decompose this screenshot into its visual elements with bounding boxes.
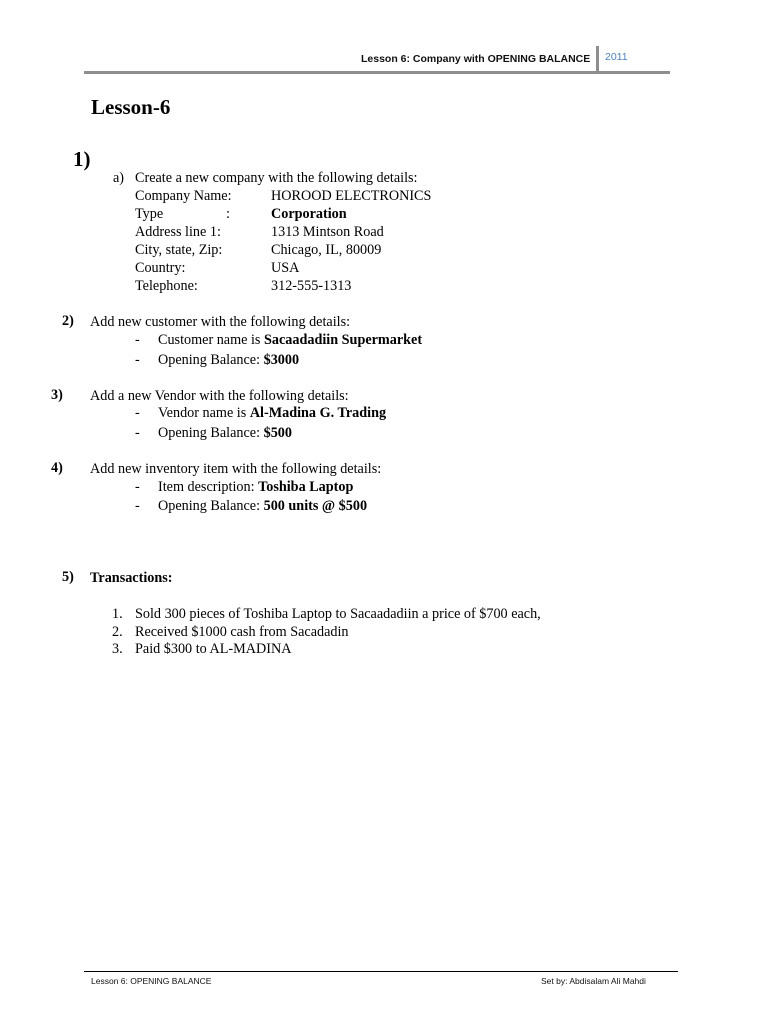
bullet-dash: - (135, 352, 140, 368)
section-3-number: 3) (51, 387, 63, 403)
header-title: Lesson 6: Company with OPENING BALANCE (361, 53, 591, 65)
section-5-number: 5) (62, 569, 74, 585)
section-2-intro: Add new customer with the following details: (90, 314, 351, 330)
bullet-dash: - (135, 498, 140, 514)
footer-right: Set by: Abdisalam Ali Mahdi (541, 976, 646, 986)
bullet-item: Customer name is Sacaadadiin Supermarket (158, 332, 423, 348)
section-1-intro: Create a new company with the following details: (135, 170, 418, 186)
footer-left: Lesson 6: OPENING BALANCE (91, 976, 212, 986)
section-3-intro: Add a new Vendor with the following details: (90, 388, 349, 404)
detail-label: Type (135, 206, 164, 222)
transaction-number: 1. (112, 606, 123, 622)
detail-value: 312-555-1313 (271, 278, 352, 294)
header-year: 2011 (605, 51, 628, 63)
section-2-number: 2) (62, 313, 74, 329)
section-1-number: 1) (73, 147, 91, 171)
lesson-title: Lesson-6 (91, 95, 171, 119)
bullet-dash: - (135, 405, 140, 421)
detail-label: Telephone: (135, 278, 198, 294)
bullet-item: Opening Balance: $500 (158, 425, 292, 441)
bullet-dash: - (135, 425, 140, 441)
detail-label: Address line 1: (135, 224, 221, 240)
detail-value: USA (271, 260, 300, 276)
bullet-dash: - (135, 332, 140, 348)
transaction-item: Paid $300 to AL-MADINA (135, 641, 292, 657)
bullet-item: Vendor name is Al-Madina G. Trading (158, 405, 387, 421)
section-4-intro: Add new inventory item with the following details: (90, 461, 382, 477)
bullet-item: Opening Balance: $3000 (158, 352, 300, 368)
footer-rule (84, 971, 678, 972)
section-1-item-marker: a) (113, 170, 125, 186)
transaction-item: Received $1000 cash from Sacadadin (135, 624, 349, 640)
header-separator (596, 46, 599, 72)
bullet-item: Item description: Toshiba Laptop (158, 479, 354, 495)
detail-label: Country: (135, 260, 186, 276)
bullet-item: Opening Balance: 500 units @ $500 (158, 498, 368, 514)
detail-value: Chicago, IL, 80009 (271, 242, 382, 258)
section-4-number: 4) (51, 460, 63, 476)
detail-value: HOROOD ELECTRONICS (271, 188, 432, 204)
bullet-dash: - (135, 479, 140, 495)
section-5-title: Transactions: (90, 570, 173, 586)
detail-value: 1313 Mintson Road (271, 224, 384, 240)
transaction-number: 2. (112, 624, 123, 640)
header-rule (84, 71, 670, 74)
transaction-item: Sold 300 pieces of Toshiba Laptop to Sacaadadiin a price of $700 each, (135, 606, 541, 622)
detail-label: Company Name: (135, 188, 232, 204)
detail-separator: : (226, 206, 230, 222)
transaction-number: 3. (112, 641, 123, 657)
detail-label: City, state, Zip: (135, 242, 223, 258)
detail-value: Corporation (271, 206, 347, 222)
